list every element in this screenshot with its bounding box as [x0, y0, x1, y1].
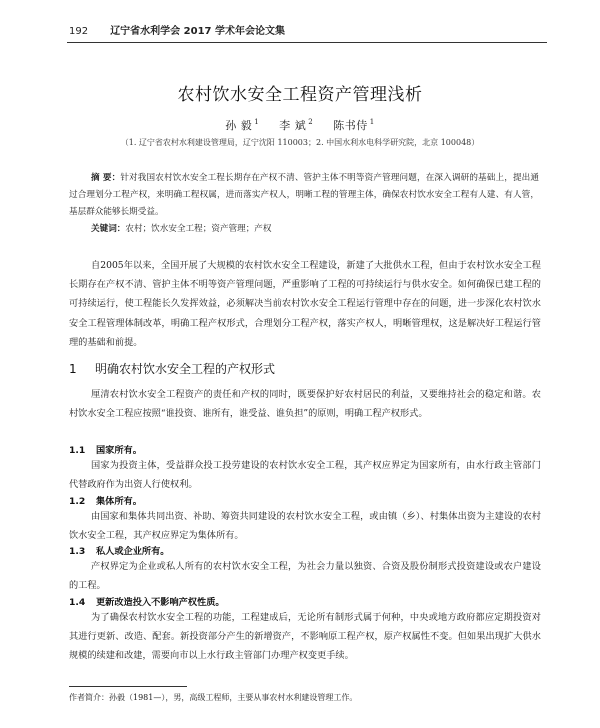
- keywords-label: 关键词：: [91, 224, 126, 234]
- abstract-text: 针对我国农村饮水安全工程长期存在产权不清、管护主体不明等资产管理问题，在深入调研的基础上，提出通过合理划分工程产权，来明确工程权属，进而落实产权人，明晰工程的管理主体，确保农村饮水安全工程有人建、有人管，基层群众能够长期受益。: [69, 173, 539, 217]
- affiliation-mark: 2: [308, 118, 314, 127]
- subsection-title: 更新改造投入不影响产权性质。: [96, 597, 225, 608]
- header-rule: [67, 42, 547, 43]
- subsection-number: 1.4: [69, 597, 86, 608]
- author: [279, 119, 313, 132]
- subsection-number: 1.1: [69, 445, 86, 456]
- author-name: 孙 毅: [225, 119, 253, 132]
- running-head: [69, 24, 547, 40]
- subsection-title: 集体所有。: [96, 496, 142, 507]
- subsection-number: 1.2: [69, 496, 86, 507]
- subsection-number: 1.3: [69, 546, 86, 557]
- affiliation-mark: 1: [254, 118, 260, 127]
- subsection-heading: [69, 594, 539, 608]
- abstract-label: 摘 要：: [91, 173, 121, 183]
- affiliation-mark: 1: [369, 118, 375, 127]
- author-list: [0, 117, 600, 133]
- section-intro-paragraph: 厘清农村饮水安全工程资产的责任和产权的同时，既要保护好农村居民的利益，又要维持社会的稳定和谐。农村饮水安全工程应按照“谁投资、谁所有，谁受益、谁负担”的原则，明确工程产权形式。: [69, 389, 541, 420]
- subsection-paragraph: 产权界定为企业或私人所有的农村饮水安全工程，为社会力量以独资、合资及股份制形式投资建设或农户建设的工程。: [69, 561, 541, 592]
- subsection-heading: [69, 442, 539, 456]
- subsection-paragraph: 由国家和集体共同出资、补助、筹资共同建设的农村饮水安全工程，或由镇（乡）、村集体出资为主建设的农村饮水安全工程，其产权应界定为集体所有。: [69, 511, 541, 542]
- author-name: 李 斌: [279, 119, 307, 132]
- page-number: 192: [69, 26, 89, 37]
- section-number: 1: [69, 362, 77, 376]
- keywords: [69, 221, 539, 238]
- subsection-title: 私人或企业所有。: [96, 546, 170, 557]
- author: [225, 119, 259, 132]
- book-title: 辽宁省水利学会 2017 学术年会论文集: [110, 26, 285, 37]
- author: [333, 119, 374, 132]
- subsection-heading: [69, 543, 539, 557]
- abstract: [69, 170, 539, 221]
- footnote-rule: [69, 686, 187, 687]
- section-heading: [69, 360, 539, 377]
- author-name: 陈书侍: [333, 119, 368, 132]
- subsection-paragraph: 国家为投资主体，受益群众投工投劳建设的农村饮水安全工程，其产权应界定为国家所有，由水行政主管部门代替政府作为出资人行使权利。: [69, 460, 541, 491]
- subsection-title: 国家所有。: [96, 445, 142, 456]
- article-title: 农村饮水安全工程资产管理浅析: [177, 85, 423, 105]
- subsection-paragraph: 为了确保农村饮水安全工程的功能，工程建成后，无论所有制形式属于何种，中央或地方政府都应定期投资对其进行更新、改造、配套。新投资部分产生的新增资产，不影响原工程产权，原产权属性不变。但如果出现扩大供水规模的续建和改建，需要向市以上水行政主管部门办理产权变更手续。: [69, 612, 541, 662]
- affiliations: （1. 辽宁省农村水利建设管理局，辽宁沈阳 110003；2. 中国水利水电科学研究院，北京 100048）: [120, 138, 480, 147]
- keywords-text: 农村；饮水安全工程；资产管理；产权: [125, 224, 272, 234]
- author-footnote: 作者简介：孙毅（1981—），男，高级工程师，主要从事农村水利建设管理工作。: [69, 693, 358, 702]
- section-title: 明确农村饮水安全工程的产权形式: [95, 362, 276, 376]
- subsection-heading: [69, 493, 539, 507]
- intro-paragraph: 自2005年以来，全国开展了大规模的农村饮水安全工程建设，新建了大批供水工程，但由于农村饮水安全工程长期存在产权不清、管护主体不明等资产管理问题，严重影响了工程的可持续运行与供水安全。如何确保已建工程的可持续运行，使工程能长久发挥效益，必须解决当前农村饮水安全工程运行管理中存在的问题，进一步深化农村饮水安全工程管理体制改革，明确工程产权形式，合理划分工程产权，落实产权人，明晰管理权，这是解决好工程运行管理的基础和前提。: [69, 260, 541, 348]
